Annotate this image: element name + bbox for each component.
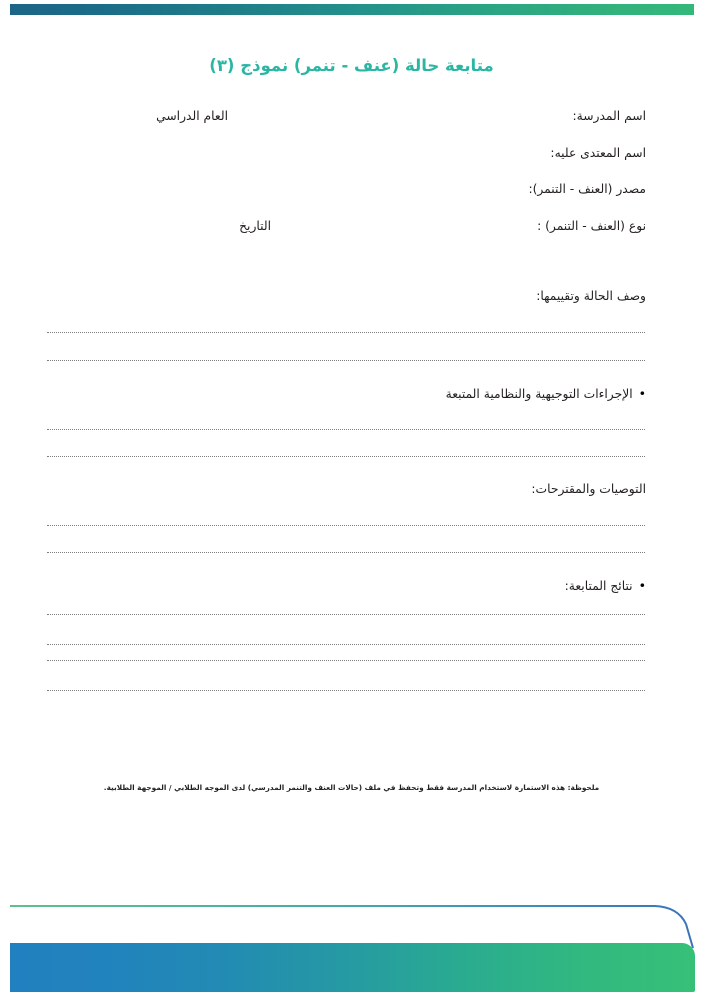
page-title: متابعة حالة (عنف - تنمر) نموذج (٣) bbox=[209, 56, 494, 75]
writing-line bbox=[47, 552, 645, 554]
writing-line bbox=[47, 690, 645, 692]
writing-line bbox=[47, 360, 645, 362]
writing-line bbox=[47, 660, 645, 662]
section-heading-recommendations: التوصيات والمقترحات: bbox=[531, 482, 646, 496]
writing-line bbox=[47, 614, 645, 616]
section-heading-procedures: • الإجراءات التوجيهية والنظامية المتبعة bbox=[446, 386, 646, 401]
label-victim-name: اسم المعتدى عليه: bbox=[550, 146, 646, 160]
label-date: التاريخ bbox=[239, 219, 271, 233]
footer-note: ملحوظة: هذه الاستمارة لاستخدام المدرسة فقط وتحفظ في ملف (حالات العنف والتنمر المدرسي) لدى الموجه الطلابي / الموجهة الطلابية. bbox=[103, 783, 600, 792]
form-row-type bbox=[57, 219, 646, 237]
writing-line bbox=[47, 525, 645, 527]
label-violence-type: نوع (العنف - التنمر) : bbox=[537, 219, 646, 233]
label-school-name: اسم المدرسة: bbox=[572, 109, 646, 123]
writing-line bbox=[47, 644, 645, 646]
form-row-source bbox=[57, 182, 646, 200]
form-row-victim-name bbox=[57, 146, 646, 164]
top-gradient-bar bbox=[10, 4, 694, 15]
label-violence-source: مصدر (العنف - التنمر): bbox=[528, 182, 646, 196]
writing-line bbox=[47, 456, 645, 458]
section-heading-case-description: وصف الحالة وتقييمها: bbox=[536, 289, 646, 303]
writing-line bbox=[47, 332, 645, 334]
label-academic-year: العام الدراسي bbox=[156, 109, 228, 123]
section-heading-followup-results: • نتائج المتابعة: bbox=[565, 578, 646, 593]
form-row-school-name bbox=[57, 109, 646, 127]
bottom-gradient-bar bbox=[10, 943, 695, 992]
writing-line bbox=[47, 429, 645, 431]
